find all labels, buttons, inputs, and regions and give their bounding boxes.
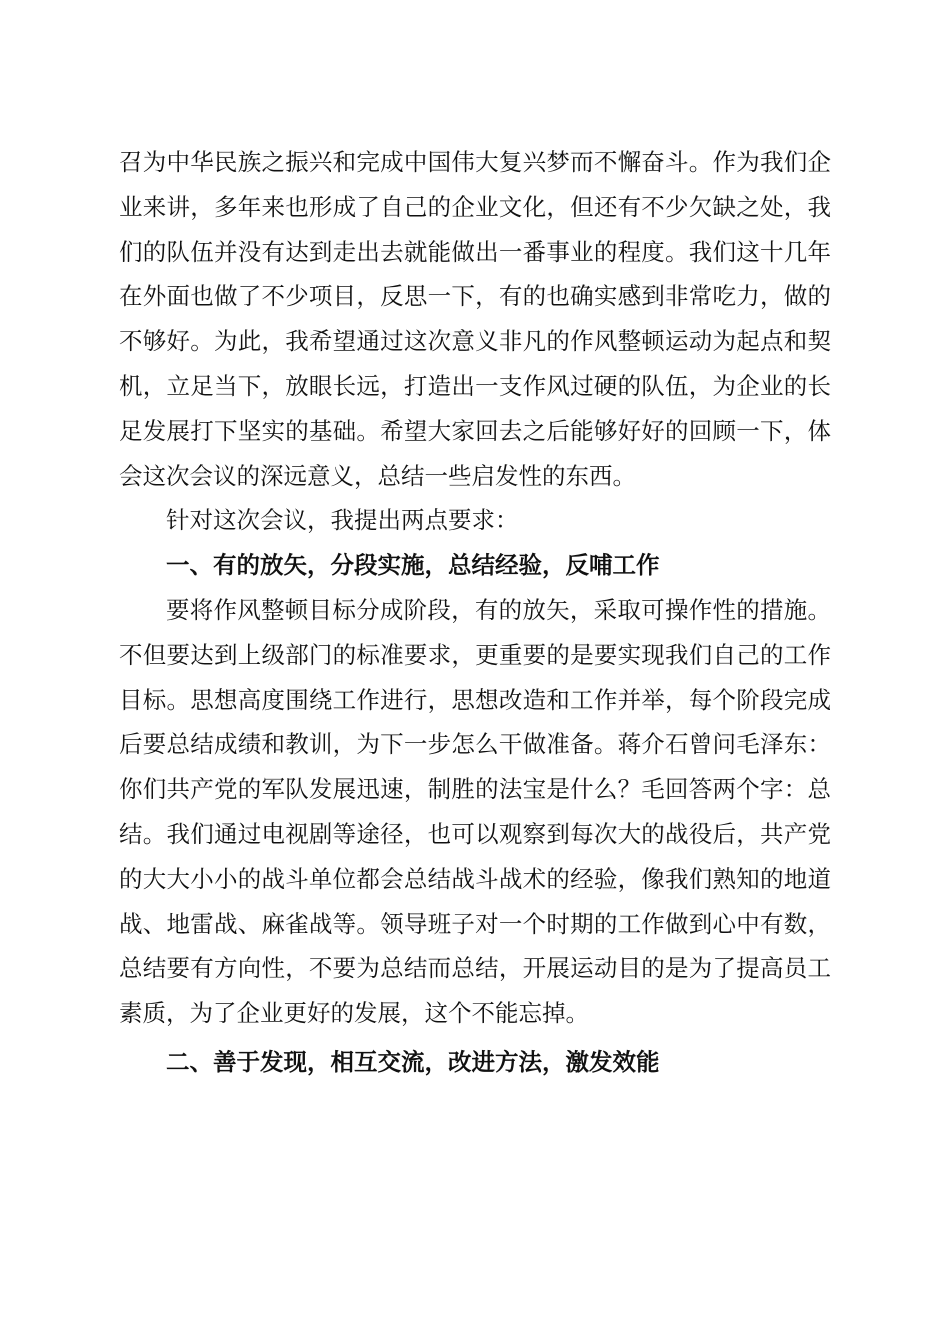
paragraph-section-1-body: 要将作风整顿目标分成阶段，有的放矢，采取可操作性的措施。不但要达到上级部门的标准要求，更重要的是要实现我们自己的工作目标。思想高度围绕工作进行，思想改造和工作并举，每个阶段完成后要总结成绩和教训，为下一步怎么干做准备。蒋介石曾问毛泽东：你们共产党的军队发展迅速，制胜的法宝是什么？毛回答两个字：总结。我们通过电视剧等途径，也可以观察到每次大的战役后，共产党的大大小小的战斗单位都会总结战斗战术的经验，像我们熟知的地道战、地雷战、麻雀战等。领导班子对一个时期的工作做到心中有数，总结要有方向性，不要为总结而总结，开展运动目的是为了提高员工素质，为了企业更好的发展，这个不能忘掉。 [119, 595, 831, 1028]
paragraph-requirements-intro: 针对这次会议，我提出两点要求： [166, 506, 519, 535]
document-body [119, 140, 831, 1085]
section-heading-1: 一、有的放矢，分段实施，总结经验，反哺工作 [166, 551, 660, 580]
paragraph-continuation: 召为中华民族之振兴和完成中国伟大复兴梦而不懈奋斗。作为我们企业来讲，多年来也形成了自己的企业文化，但还有不少欠缺之处，我们的队伍并没有达到走出去就能做出一番事业的程度。我们这十几年在外面也做了不少项目，反思一下，有的也确实感到非常吃力，做的不够好。为此，我希望通过这次意义非凡的作风整顿运动为起点和契机，立足当下，放眼长远，打造出一支作风过硬的队伍，为企业的长足发展打下坚实的基础。希望大家回去之后能够好好的回顾一下，体会这次会议的深远意义，总结一些启发性的东西。 [119, 148, 831, 490]
section-heading-2: 二、善于发现，相互交流，改进方法，激发效能 [166, 1047, 660, 1076]
